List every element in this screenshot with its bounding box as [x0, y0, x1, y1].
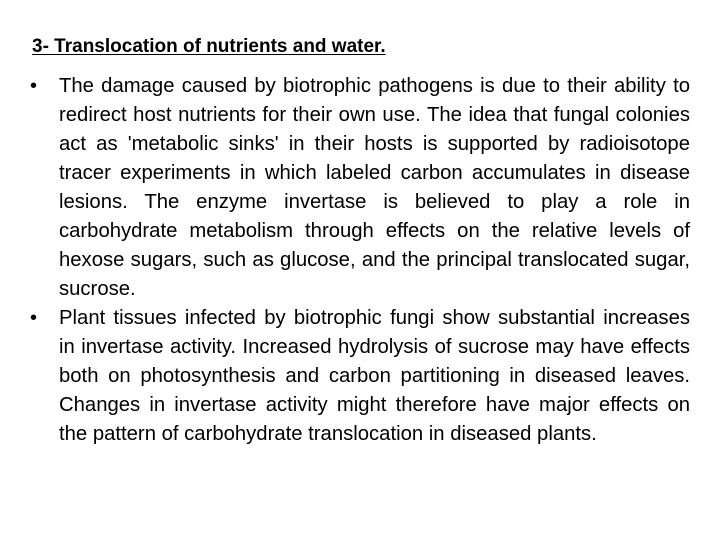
slide-title: 3- Translocation of nutrients and water. — [32, 36, 386, 57]
bullet-item — [30, 72, 690, 304]
bullet-icon: • — [30, 307, 38, 329]
bullet-text: Plant tissues infected by biotrophic fungi show substantial increases in invertase activity. Increased hydrolysis of sucrose may have effects both on photosynthesis and carbon partitioning in diseased leaves. Changes in invertase activity might therefore have major effects on the pattern of carbohydrate translocation in diseased plants. — [59, 307, 690, 445]
bullet-item — [30, 304, 690, 449]
bullet-text: The damage caused by biotrophic pathogens is due to their ability to redirect host nutrients for their own use. The idea that fungal colonies act as 'metabolic sinks' in their hosts is supported by radioisotope tracer experiments in which labeled carbon accumulates in disease lesions. The enzyme invertase is believed to play a role in carbohydrate metabolism through effects on the relative levels of hexose sugars, such as glucose, and the principal translocated sugar, sucrose. — [59, 75, 690, 300]
bullet-list — [30, 72, 690, 449]
bullet-icon: • — [30, 75, 38, 97]
